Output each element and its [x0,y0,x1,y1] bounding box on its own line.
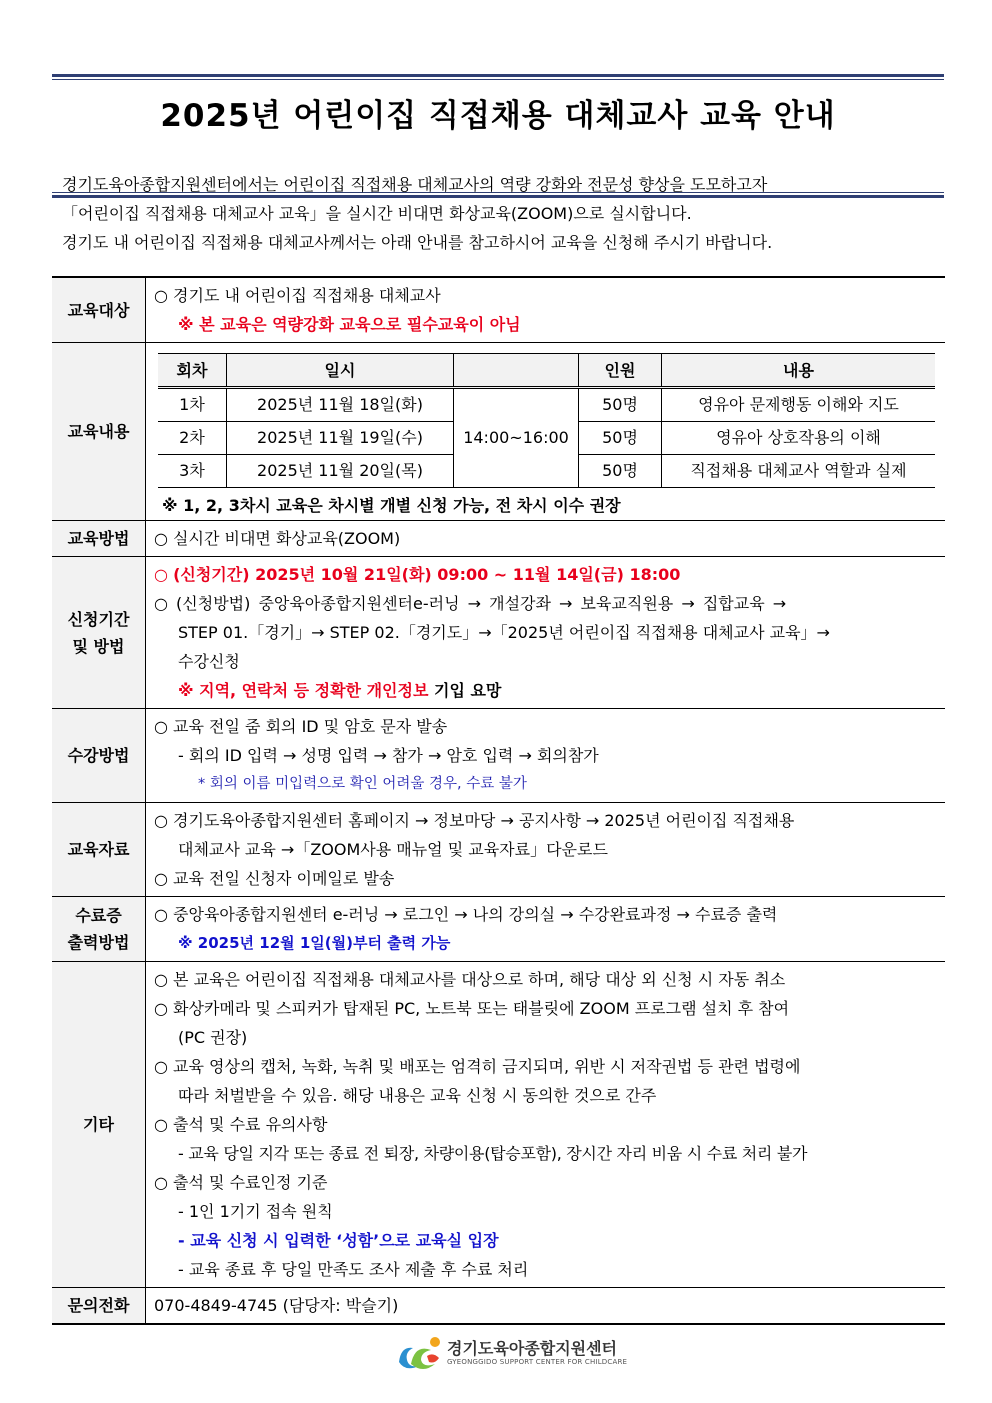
certificate-line: ○ 중앙육아종합지원센터 e-러닝 → 로그인 → 나의 강의실 → 수강완료과정 → 수료증 출력 [154,905,778,924]
topic-cell: 영유아 상호작용의 이해 [662,422,936,455]
logo-name: 경기도육아종합지원센터 [447,1339,618,1358]
content-etc [146,962,946,1288]
content-attend [146,709,946,803]
target-note: ※ 본 교육은 역량강화 교육으로 필수교육이 아님 [178,315,521,334]
row-target [52,277,945,343]
round-cell: 1차 [158,388,227,422]
etc-sub-line-highlight: - 교육 신청 시 입력한 ‘성함’으로 교육실 입장 [178,1231,499,1250]
people-cell: 50명 [579,455,662,488]
label-content: 교육내용 [52,343,146,521]
title-rule-top [52,74,944,77]
schedule-header [158,354,935,388]
row-apply [52,557,945,709]
title-rule-top-thin [52,79,944,80]
row-certificate [52,897,945,962]
page-title: 2025년 어린이집 직접채용 대체교사 교육 안내 [160,98,836,134]
intro-line: 경기도육아종합지원센터에서는 어린이집 직접채용 대체교사의 역량 강화와 전문성 향상을 도모하고자 [62,175,768,194]
etc-sub-line: - 1인 1기기 접속 원칙 [178,1202,333,1221]
etc-line-cont: 따라 처벌받을 수 있음. 해당 내용은 교육 신청 시 동의한 것으로 간주 [178,1086,657,1105]
schedule-table [158,353,935,488]
row-materials [52,803,945,897]
label-target: 교육대상 [52,277,146,343]
etc-line: ○ 화상카메라 및 스피커가 탑재된 PC, 노트북 또는 태블릿에 ZOOM 프로그램 설치 후 참여 [154,999,790,1018]
label-method: 교육방법 [52,521,146,557]
header-topic: 내용 [662,354,936,388]
apply-note-red: ※ 지역, 연락처 등 정확한 개인정보 [178,681,429,700]
label-materials: 교육자료 [52,803,146,897]
content-certificate [146,897,946,962]
apply-note-black: 기입 요망 [428,681,502,700]
apply-how: ○ (신청방법) 중앙육아종합지원센터e-러닝 → 개설강좌 → 보육교직원용 → 집합교육 → [154,594,787,613]
label-certificate-line2: 출력방법 [67,933,130,952]
attend-line: ○ 교육 전일 줌 회의 ID 및 암호 문자 발송 [154,717,448,736]
label-attend: 수강방법 [52,709,146,803]
target-line: ○ 경기도 내 어린이집 직접채용 대체교사 [154,286,441,305]
row-etc [52,962,945,1288]
etc-line: ○ 교육 영상의 캡처, 녹화, 녹취 및 배포는 엄격히 금지되며, 위반 시 저작권법 등 관련 법령에 [154,1057,801,1076]
method-line: ○ 실시간 비대면 화상교육(ZOOM) [154,529,401,548]
round-cell: 2차 [158,422,227,455]
content-target [146,277,946,343]
label-apply [52,557,146,709]
content-apply [146,557,946,709]
date-cell: 2025년 11월 19일(수) [227,422,454,455]
header-date: 일시 [227,354,454,388]
intro-line: 「어린이집 직접채용 대체교사 교육」을 실시간 비대면 화상교육(ZOOM)으로 실시합니다. [62,204,692,223]
row-contact [52,1288,945,1325]
row-method [52,521,945,557]
intro-paragraph [62,170,942,257]
materials-line: ○ 교육 전일 신청자 이메일로 발송 [154,869,395,888]
etc-line: ○ 본 교육은 어린이집 직접채용 대체교사를 대상으로 하며, 해당 대상 외 신청 시 자동 취소 [154,970,786,989]
apply-note [154,676,935,705]
center-logo [395,1334,628,1374]
attend-note: * 회의 이름 미입력으로 확인 어려울 경우, 수료 불가 [198,776,527,792]
info-table [52,276,945,1325]
label-etc: 기타 [52,962,146,1288]
label-certificate [52,897,146,962]
row-content [52,343,945,521]
row-attend [52,709,945,803]
materials-line-cont: 대체교사 교육 →「ZOOM사용 매뉴얼 및 교육자료」다운로드 [178,840,608,859]
certificate-note: ※ 2025년 12월 1일(월)부터 출력 가능 [178,934,451,952]
schedule-note: ※ 1, 2, 3차시 교육은 차시별 개별 신청 가능, 전 차시 이수 권장 [162,496,621,515]
date-cell: 2025년 11월 20일(목) [227,455,454,488]
people-cell: 50명 [579,388,662,422]
materials-line: ○ 경기도육아종합지원센터 홈페이지 → 정보마당 → 공지사항 → 2025년 어린이집 직접채용 [154,811,795,830]
apply-period [154,560,935,589]
content-method [146,521,946,557]
period-mark: ○ [154,565,168,584]
header-round: 회차 [158,354,227,388]
etc-line: ○ 출석 및 수료인정 기준 [154,1173,328,1192]
etc-sub-line: - 교육 종료 후 당일 만족도 조사 제출 후 수료 처리 [178,1260,529,1279]
content-schedule [146,343,946,521]
contact-text: 070-4849-4745 (담당자: 박슬기) [154,1296,399,1315]
etc-line-cont: (PC 권장) [178,1028,248,1047]
center-logo-icon [395,1334,443,1372]
header-time [454,354,579,388]
round-cell: 3차 [158,455,227,488]
apply-how-cont: 수강신청 [178,652,240,671]
attend-steps: - 회의 ID 입력 → 성명 입력 → 참가 → 암호 입력 → 회의참가 [178,746,599,765]
time-cell: 14:00~16:00 [454,388,579,488]
header-people: 인원 [579,354,662,388]
label-certificate-line1: 수료증 [75,906,122,925]
logo-subtitle: GYEONGGIDO SUPPORT CENTER FOR CHILDCARE [447,1358,628,1366]
label-contact: 문의전화 [52,1288,146,1325]
period-text: (신청기간) 2025년 10월 21일(화) 09:00 ~ 11월 14일(금) 18:00 [173,565,681,584]
schedule-row [158,388,935,422]
date-cell: 2025년 11월 18일(화) [227,388,454,422]
label-apply-line2: 및 방법 [72,636,125,656]
label-apply-line1: 신청기간 [67,609,130,629]
intro-line: 경기도 내 어린이집 직접채용 대체교사께서는 아래 안내를 참고하시어 교육을 신청해 주시기 바랍니다. [62,233,773,252]
etc-line: ○ 출석 및 수료 유의사항 [154,1115,328,1134]
content-contact [146,1288,946,1325]
people-cell: 50명 [579,422,662,455]
apply-how-cont: STEP 01.「경기」→ STEP 02.「경기도」→「2025년 어린이집 직접채용 대체교사 교육」→ [178,623,830,642]
topic-cell: 영유아 문제행동 이해와 지도 [662,388,936,422]
etc-sub-line: - 교육 당일 지각 또는 종료 전 퇴장, 차량이용(탑승포함), 장시간 자리 비움 시 수료 처리 불가 [178,1144,808,1163]
content-materials [146,803,946,897]
topic-cell: 직접채용 대체교사 역할과 실제 [662,455,936,488]
